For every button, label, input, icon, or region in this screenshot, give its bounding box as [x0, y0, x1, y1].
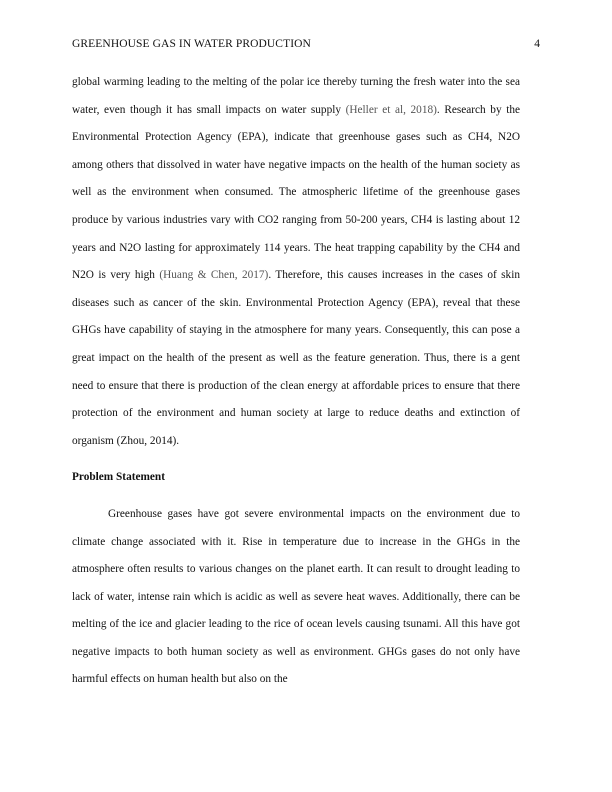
paragraph-1 [72, 69, 520, 455]
paragraph-1-text-a: global warming leading to the melting of the polar ice thereby turning the fresh water into the sea water, even though it has small impacts on water supply [72, 76, 520, 116]
paragraph-2: Greenhouse gases have got severe environmental impacts on the environment due to climate change associated with it. Rise in temperature due to increase in the GHGs in the atmosphere often results to various changes on the planet earth. It can result to drought leading to lack of water, intense rain which is acidic as well as severe heat waves. Additionally, there can be melting of the ice and glacier leading to the rice of ocean levels causing tsunami. All this have got negative impacts to both human society as well as environment. GHGs gases do not only have harmful effects on human health but also on the [72, 507, 520, 686]
document-body [72, 69, 520, 694]
section-heading: Problem Statement [72, 471, 165, 484]
page-number: 4 [534, 38, 540, 50]
citation-heller: (Heller et al, 2018) [345, 103, 437, 116]
citation-huang-chen: (Huang & Chen, 2017) [159, 269, 269, 282]
running-head-title: GREENHOUSE GAS IN WATER PRODUCTION [72, 38, 311, 50]
paragraph-1-text-c: . Therefore, this causes increases in the cases of skin diseases such as cancer of the skin. Environmental Protection Agency (EPA), reveal that these GHGs have capability of staying in the atmosphere for many years. Consequently, this can pose a great impact on the health of the present as well as the feature generation. Thus, there is a gent need to ensure that there is production of the clean energy at affordable prices to ensure that there protection of the environment and human society at large to reduce deaths and extinction of organism (Zhou, 2014). [72, 269, 520, 447]
paragraph-1-text-b: . Research by the Environmental Protection Agency (EPA), indicate that greenhouse gases such as CH4, N2O among others that dissolved in water have negative impacts on the health of the human society as well as the environment when consumed. The atmospheric lifetime of the greenhouse gases produce by various industries vary with CO2 ranging from 50-200 years, CH4 is lasting about 12 years and N2O lasting for approximately 114 years. The heat trapping capability by the CH4 and N2O is very high [72, 103, 521, 282]
